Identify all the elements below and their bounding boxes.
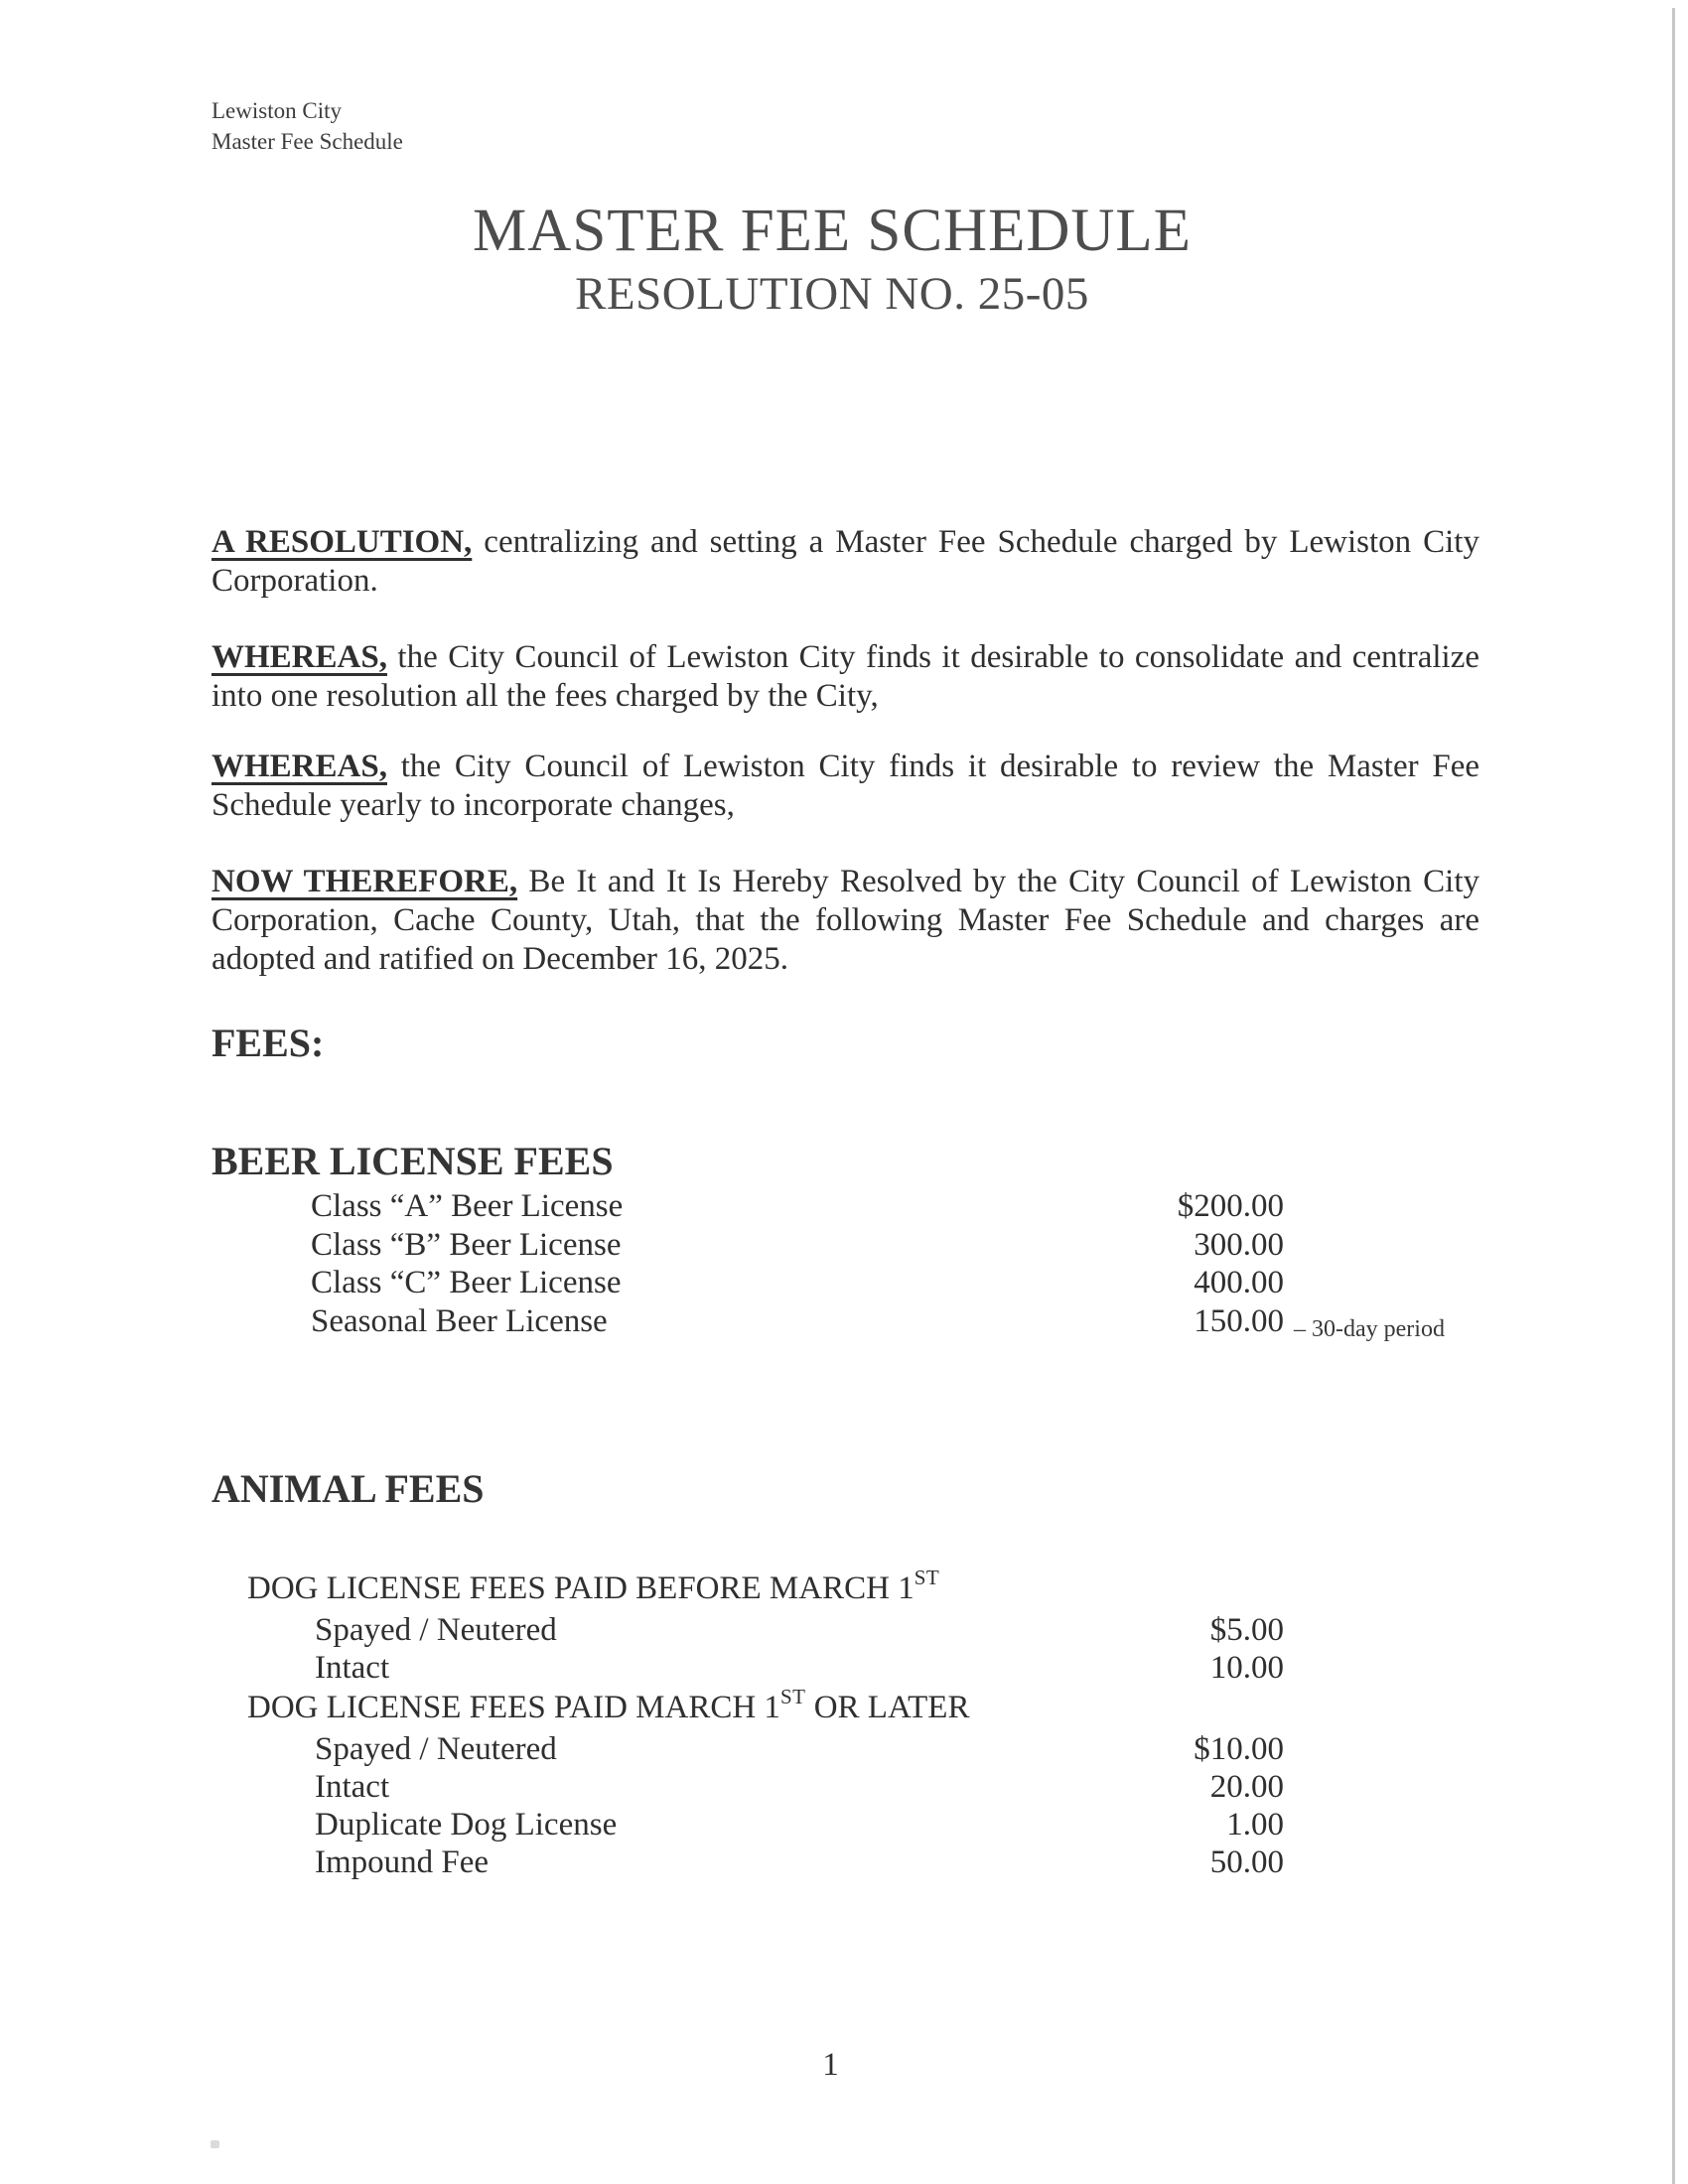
animal-fees-section bbox=[211, 1467, 1284, 1881]
ordinal-superscript: ST bbox=[914, 1566, 940, 1589]
fee-row bbox=[211, 1264, 1284, 1302]
paragraph-now-therefore bbox=[211, 863, 1479, 979]
subsection-heading-dog-before bbox=[211, 1559, 1284, 1608]
fee-amount: 50.00 bbox=[1209, 1844, 1284, 1880]
subsection-heading-text: DOG LICENSE FEES PAID MARCH 1 bbox=[247, 1690, 780, 1725]
fee-amount: $10.00 bbox=[1194, 1731, 1284, 1767]
fee-note: – 30-day period bbox=[1294, 1315, 1445, 1342]
fee-label: Class “C” Beer License bbox=[311, 1265, 622, 1300]
fee-row bbox=[211, 1730, 1284, 1768]
fee-label: Class “B” Beer License bbox=[311, 1226, 622, 1263]
page-title: MASTER FEE SCHEDULE bbox=[473, 198, 1192, 264]
fee-amount: 300.00 bbox=[1194, 1226, 1284, 1263]
paragraph-body: Be It and It Is Hereby Resolved by the City Council of Lewiston City Corporation, Cache County, Utah, that the following Master Fee Schedule and charges are adopted and ratified on December 16, 2025. bbox=[211, 864, 1479, 977]
fee-amount: $200.00 bbox=[1177, 1188, 1284, 1224]
paragraph-body: the City Council of Lewiston City finds it desirable to consolidate and centralize into one resolution all the fees charged by the City, bbox=[211, 639, 1479, 714]
subsection-heading-text: DOG LICENSE FEES PAID BEFORE MARCH 1 bbox=[247, 1570, 914, 1606]
header-org-name: Lewiston City bbox=[211, 98, 342, 123]
fee-row bbox=[211, 1611, 1284, 1649]
document-header bbox=[211, 95, 403, 157]
scan-edge-artifact bbox=[1672, 8, 1675, 2184]
fee-label: Duplicate Dog License bbox=[315, 1807, 618, 1843]
fee-row bbox=[211, 1226, 1284, 1265]
header-doc-name: Master Fee Schedule bbox=[211, 129, 403, 154]
fee-rows bbox=[211, 1730, 1284, 1881]
beer-license-fees-section bbox=[211, 1139, 1445, 1342]
fee-label: Impound Fee bbox=[315, 1844, 490, 1880]
ordinal-superscript: ST bbox=[779, 1685, 806, 1708]
fee-label: Intact bbox=[315, 1769, 390, 1805]
fee-label: Spayed / Neutered bbox=[315, 1612, 557, 1648]
fee-rows bbox=[211, 1187, 1445, 1342]
fee-rows bbox=[211, 1611, 1284, 1687]
fee-amount: 150.00 bbox=[1194, 1302, 1284, 1339]
paragraph-whereas-1 bbox=[211, 638, 1479, 716]
fee-amount: 20.00 bbox=[1209, 1769, 1284, 1805]
paragraph-lead: NOW THEREFORE, bbox=[211, 864, 518, 899]
fee-row bbox=[211, 1302, 1445, 1342]
paragraph-lead: WHEREAS, bbox=[211, 749, 387, 784]
paragraph-lead: WHEREAS, bbox=[211, 639, 387, 675]
fees-heading: FEES: bbox=[211, 1021, 325, 1065]
fee-label: Class “A” Beer License bbox=[311, 1188, 624, 1224]
paragraph-resolution bbox=[211, 523, 1479, 601]
subsection-heading-tail: OR LATER bbox=[805, 1690, 970, 1725]
section-heading: BEER LICENSE FEES bbox=[211, 1139, 614, 1183]
paragraph-body: centralizing and setting a Master Fee Schedule charged by Lewiston City Corporation. bbox=[211, 524, 1479, 599]
fee-amount: 10.00 bbox=[1209, 1650, 1284, 1686]
fee-row bbox=[211, 1843, 1284, 1881]
paragraph-lead: A RESOLUTION, bbox=[211, 524, 473, 560]
fee-label: Intact bbox=[315, 1650, 390, 1686]
section-heading: ANIMAL FEES bbox=[211, 1466, 485, 1511]
fee-row bbox=[211, 1768, 1284, 1806]
fee-label: Seasonal Beer License bbox=[311, 1302, 608, 1339]
fee-amount: 400.00 bbox=[1194, 1265, 1284, 1300]
paragraph-whereas-2 bbox=[211, 748, 1479, 825]
fee-amount: 1.00 bbox=[1226, 1807, 1284, 1843]
scan-speck-artifact bbox=[211, 2140, 219, 2148]
paragraph-body: the City Council of Lewiston City finds it desirable to review the Master Fee Schedule yearly to incorporate changes, bbox=[211, 749, 1479, 823]
fee-amount: $5.00 bbox=[1209, 1612, 1284, 1648]
fee-row bbox=[211, 1806, 1284, 1843]
fee-row bbox=[211, 1649, 1284, 1687]
fee-row bbox=[211, 1187, 1284, 1226]
fee-label: Spayed / Neutered bbox=[315, 1731, 557, 1767]
page-subtitle: RESOLUTION NO. 25-05 bbox=[575, 268, 1089, 320]
page-number: 1 bbox=[822, 2047, 839, 2083]
title-block bbox=[0, 199, 1664, 322]
